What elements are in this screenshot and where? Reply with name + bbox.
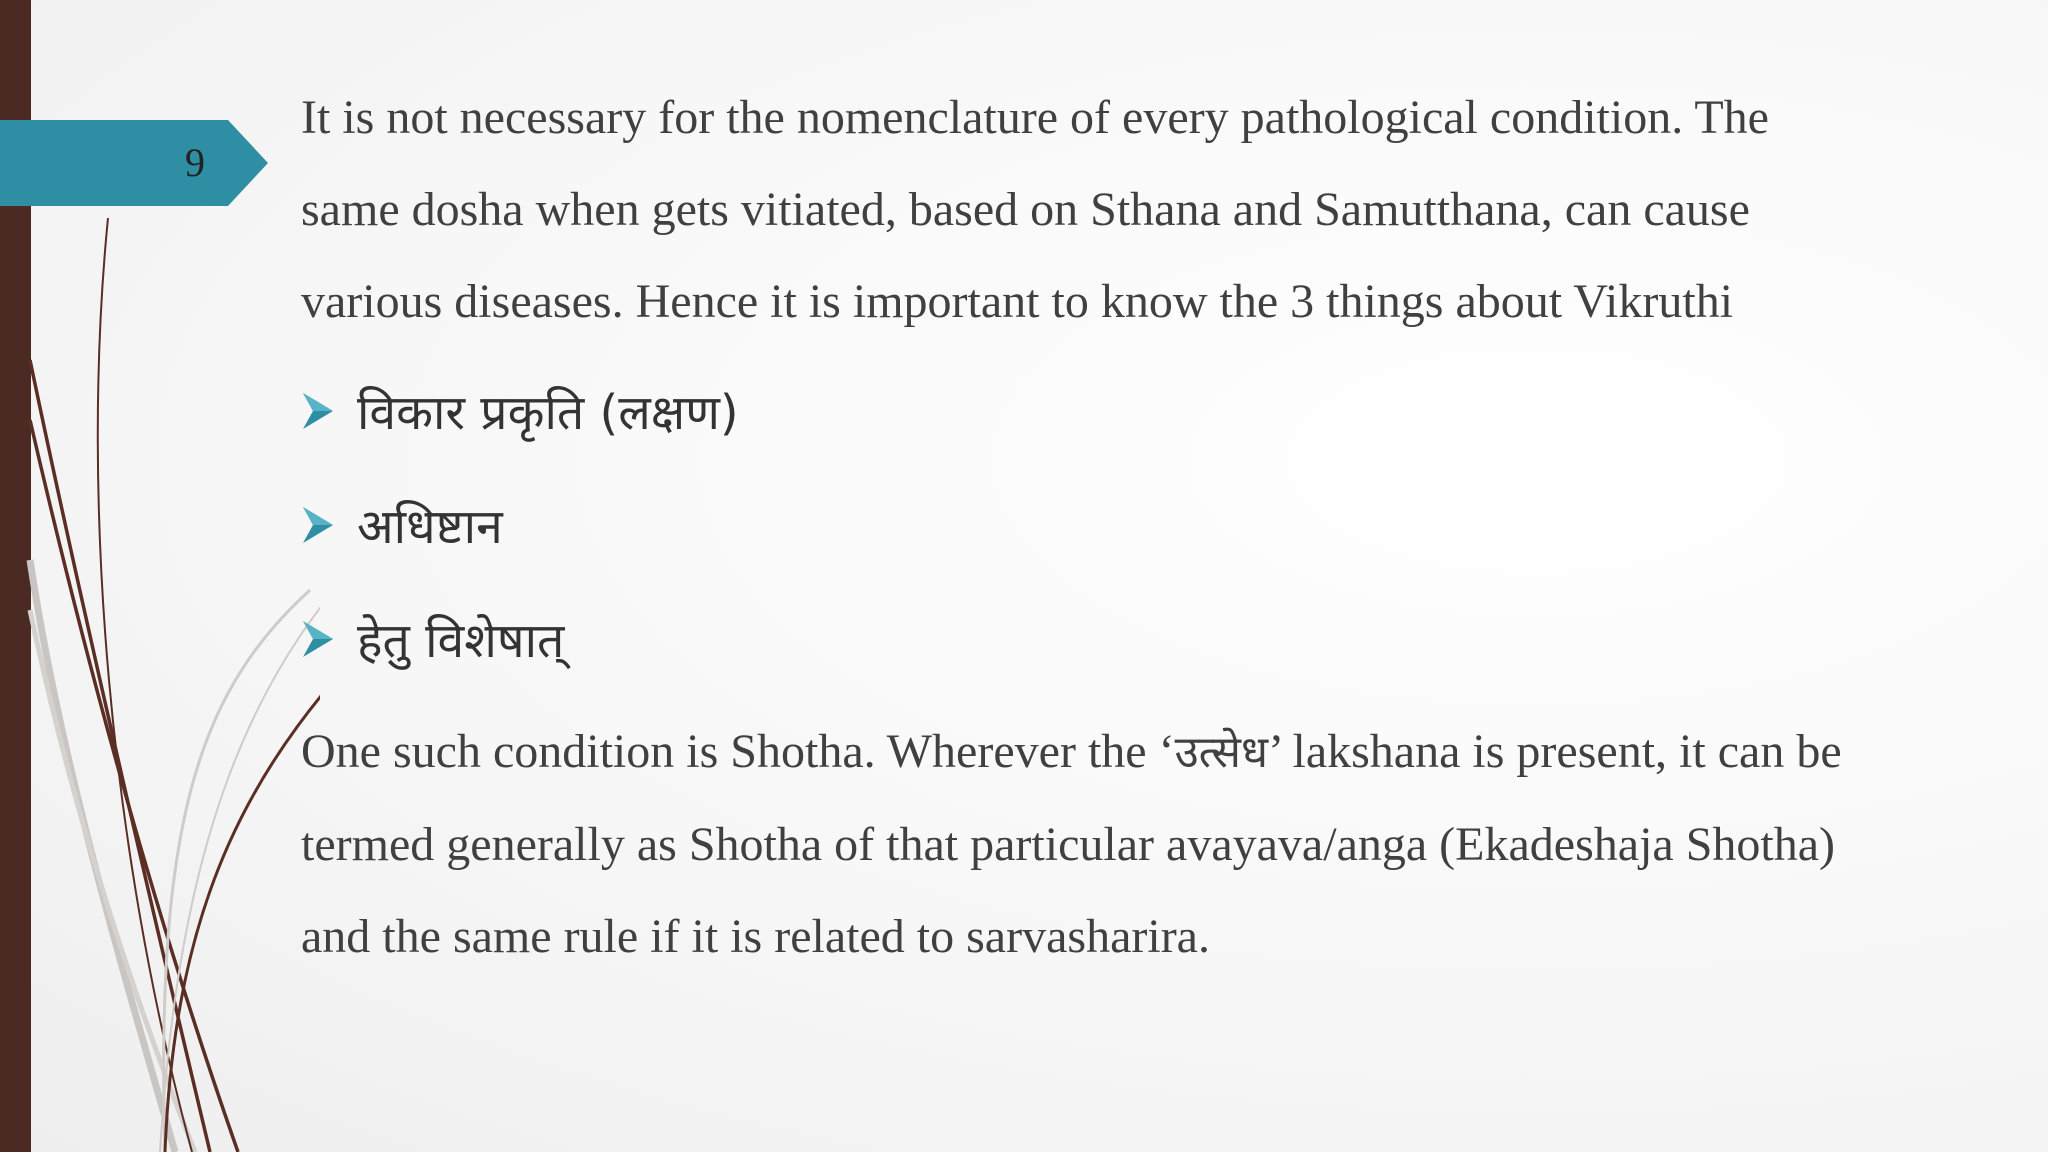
bullet-item-adhishtana <box>301 468 2001 582</box>
utsedha-term: उत्सेध <box>1174 727 1269 778</box>
arrow-bullet-icon <box>301 505 335 545</box>
outro-line-1 <box>301 706 2001 799</box>
bullet-text: अधिष्टान <box>357 498 503 555</box>
bullet-item-hetu-visheshat <box>301 582 2001 696</box>
outro-line-3: and the same rule if it is related to sarvasharira. <box>301 910 1210 963</box>
arrow-bullet-icon <box>301 391 335 431</box>
outro-line-2: termed generally as Shotha of that particular avayava/anga (Ekadeshaja Shotha) <box>301 818 1836 871</box>
outro-line-1-start: One such condition is Shotha. Wherever the ‘ <box>301 725 1175 778</box>
intro-line-1: It is not necessary for the nomenclature of every pathological condition. The <box>301 91 1769 144</box>
intro-line-2: same dosha when gets vitiated, based on Sthana and Samutthana, can cause <box>301 183 1750 236</box>
arrow-bullet-icon <box>301 619 335 659</box>
bullet-item-vikara-prakriti <box>301 354 2001 468</box>
outro-paragraph <box>301 706 2001 983</box>
intro-line-3: various diseases. Hence it is important to know the 3 things about Vikruthi <box>301 275 1734 328</box>
bullet-text: विकार प्रकृति (लक्षण) <box>357 384 739 441</box>
bullet-text: हेतु विशेषात् <box>357 612 565 669</box>
intro-paragraph <box>301 72 2001 348</box>
bullet-list <box>301 354 2001 696</box>
slide-content <box>301 72 2001 983</box>
outro-line-1-end: ’ lakshana is present, it can be <box>1268 725 1842 778</box>
slide-number: 9 <box>185 140 205 185</box>
